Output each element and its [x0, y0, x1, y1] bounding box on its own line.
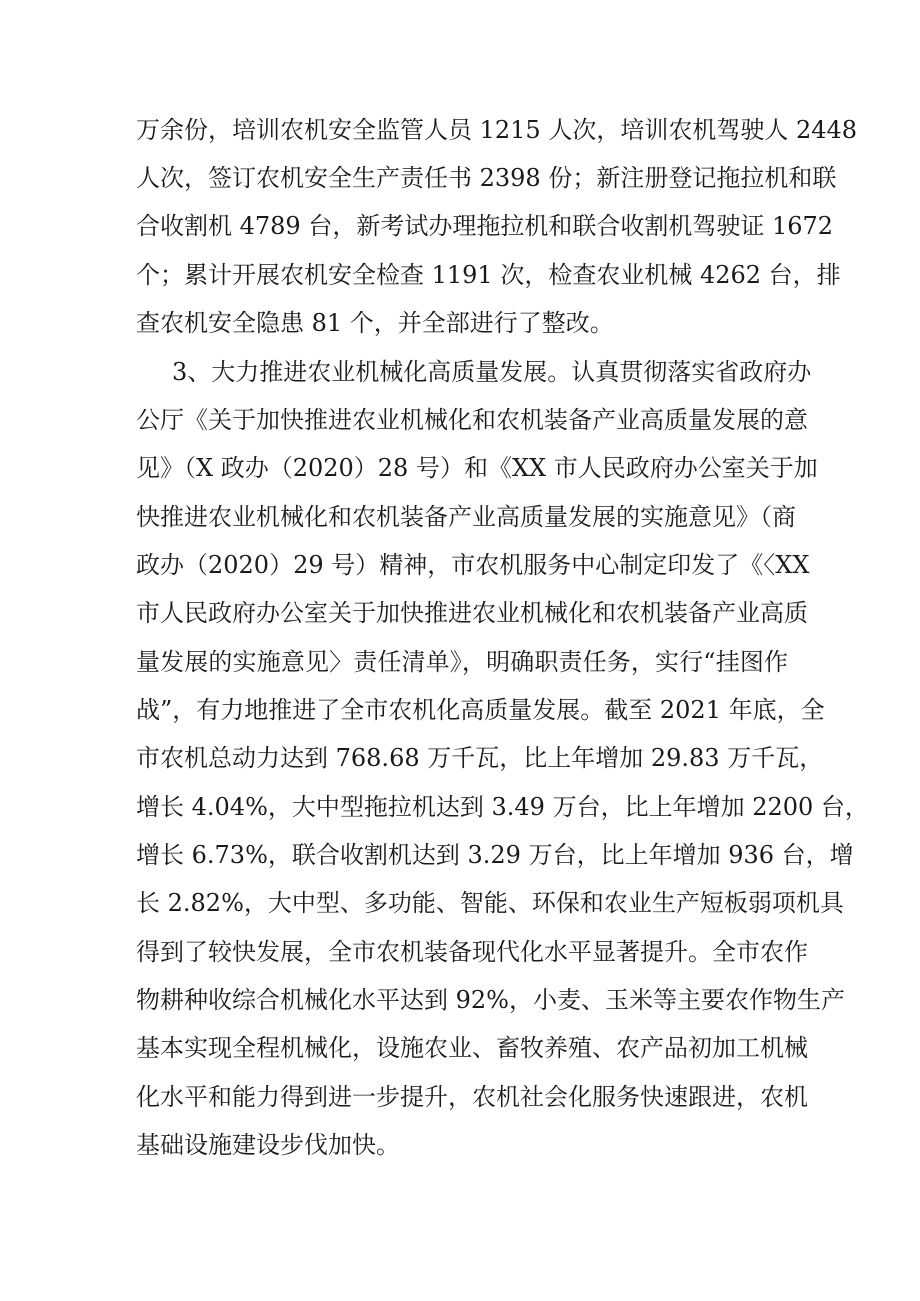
text-line-7: 公厅《关于加快推进农业机械化和农机装备产业高质量发展的意	[136, 406, 808, 434]
text-line-4: 个；累计开展农机安全检查 1191 次，检查农业机械 4262 台，排	[136, 261, 841, 289]
text-line-13: 战”，有力地推进了全市农机化高质量发展。截至 2021 年底，全	[136, 696, 825, 724]
text-line-18: 得到了较快发展，全市农机装备现代化水平显著提升。全市农作	[136, 938, 808, 966]
text-line-6: 3、大力推进农业机械化高质量发展。认真贯彻落实省政府办	[172, 358, 812, 386]
text-line-1: 万余份，培训农机安全监管人员 1215 人次，培训农机驾驶人 2448	[136, 116, 858, 144]
text-line-3: 合收割机 4789 台，新考试办理拖拉机和联合收割机驾驶证 1672	[136, 212, 834, 240]
text-line-17: 长 2.82%，大中型、多功能、智能、环保和农业生产短板弱项机具	[136, 889, 844, 917]
text-line-5: 查农机安全隐患 81 个，并全部进行了整改。	[136, 309, 614, 337]
text-line-21: 化水平和能力得到进一步提升，农机社会化服务快速跟进，农机	[136, 1083, 808, 1111]
text-line-12: 量发展的实施意见〉责任清单》，明确职责任务，实行“挂图作	[136, 648, 788, 676]
text-line-11: 市人民政府办公室关于加快推进农业机械化和农机装备产业高质	[136, 599, 808, 627]
text-line-22: 基础设施建设步伐加快。	[136, 1131, 400, 1159]
text-line-16: 增长 6.73%，联合收割机达到 3.29 万台，比上年增加 936 台，增	[136, 841, 854, 869]
text-line-10: 政办（2020）29 号）精神，市农机服务中心制定印发了《〈XX	[136, 551, 810, 579]
text-line-14: 市农机总动力达到 768.68 万千瓦，比上年增加 29.83 万千瓦，	[136, 744, 824, 772]
text-line-19: 物耕种收综合机械化水平达到 92%，小麦、玉米等主要农作物生产	[136, 986, 845, 1014]
text-line-15: 增长 4.04%，大中型拖拉机达到 3.49 万台，比上年增加 2200 台，	[136, 793, 869, 821]
text-line-20: 基本实现全程机械化，设施农业、畜牧养殖、农产品初加工机械	[136, 1034, 808, 1062]
text-line-2: 人次，签订农机安全生产责任书 2398 份；新注册登记拖拉机和联	[136, 164, 837, 192]
text-line-9: 快推进农业机械化和农机装备产业高质量发展的实施意见》（商	[136, 503, 796, 531]
text-line-8: 见》（X 政办（2020）28 号）和《XX 市人民政府办公室关于加	[136, 454, 818, 482]
